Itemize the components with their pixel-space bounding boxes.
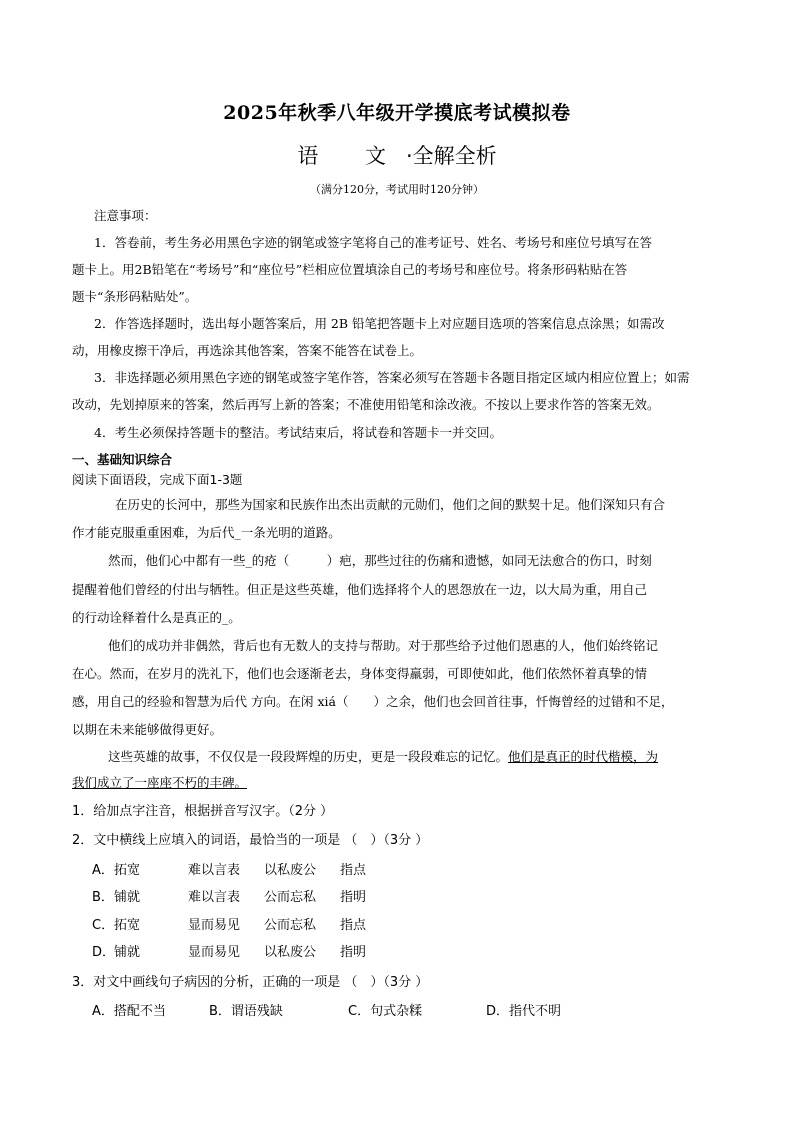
option-b: B．谓语残缺 bbox=[209, 1004, 283, 1019]
passage-line: 提醒着他们曾经的付出与牺牲。但正是这些英雄，他们选择将个人的恩怨放在一边，以大局为重，用自己 bbox=[72, 582, 648, 597]
notes-line: 题卡上。用2B铅笔在“考场号”和“座位号”栏相应位置填涂自己的考场号和座位号。将条形码粘贴在答 bbox=[72, 262, 628, 277]
notes-heading: 注意事项： bbox=[94, 208, 157, 223]
option-c: C．句式杂糅 bbox=[348, 1004, 423, 1019]
reading-instruction: 阅读下面语段，完成下面1-3题 bbox=[72, 472, 243, 487]
question-1: 1．给加点字注音，根据拼音写汉字。（2分 ） bbox=[72, 804, 334, 819]
underlined-sentence: 他们是真正的时代楷模，为 bbox=[508, 749, 659, 764]
notes-line: 题卡“条形码粘贴处”。 bbox=[72, 289, 198, 304]
question-3: 3．对文中画线句子病因的分析，正确的一项是 （ ）（3分 ） bbox=[72, 975, 429, 990]
passage-line bbox=[72, 773, 724, 791]
subject-label: 语 文 bbox=[297, 144, 406, 168]
passage-line: 作才能克服重重困难，为后代_一条光明的道路。 bbox=[72, 525, 341, 540]
passage-line: 他们的成功并非偶然，背后也有无数人的支持与帮助。对于那些给予过他们恩惠的人，他们始终铭记 bbox=[108, 638, 659, 653]
notes-line: 2．作答选择题时，选出每小题答案后，用 2B 铅笔把答题卡上对应题目选项的答案信息点涂黑；如需改 bbox=[94, 316, 665, 331]
option-a: A．搭配不当 bbox=[92, 1004, 166, 1019]
notes-line: 动，用橡皮擦干净后，再选涂其他答案，答案不能答在试卷上。 bbox=[72, 343, 423, 358]
passage-line bbox=[108, 747, 724, 765]
notes-line: 3．非选择题必须用黑色字迹的钢笔或签字笔作答，答案必须写在答题卡各题目指定区域内相应位置上；如需 bbox=[94, 370, 690, 385]
passage-line: 感，用自己的经验和智慧为后代 方向。在闲 xiá（ ）之余，他们也会回首往事，忏悔曾经的过错和不足， bbox=[72, 694, 674, 709]
passage-line: 在历史的长河中，那些为国家和民族作出杰出贡献的元勋们，他们之间的默契十足。他们深知只有合 bbox=[115, 497, 666, 512]
exam-info: （满分120分，考试用时120分钟） bbox=[310, 183, 484, 196]
notes-line: 改动，先划掉原来的答案，然后再写上新的答案；不准使用铅笔和涂改液。不按以上要求作答的答案无效。 bbox=[72, 397, 660, 412]
passage-line: 以期在未来能够做得更好。 bbox=[72, 722, 223, 737]
option-d: D．指代不明 bbox=[486, 1004, 562, 1019]
option-row: C．拓宽 显而易见 公而忘私 指点 bbox=[92, 918, 367, 933]
passage-line: 在心。然而，在岁月的洗礼下，他们也会逐渐老去，身体变得羸弱，可即使如此，他们依然怀着真挚的情 bbox=[72, 666, 648, 681]
passage-line: 的行动诠释着什么是真正的_。 bbox=[72, 610, 241, 625]
section-heading: 一、基础知识综合 bbox=[72, 452, 173, 467]
underlined-sentence: 我们成立了一座座不朽的丰碑。 bbox=[72, 775, 248, 790]
question-2: 2．文中横线上应填入的词语，最恰当的一项是 （ ）（3分 ） bbox=[72, 833, 429, 848]
option-row: A．拓宽 难以言表 以私废公 指点 bbox=[92, 863, 367, 878]
option-row: B．铺就 难以言表 公而忘私 指明 bbox=[92, 890, 367, 905]
subtitle-suffix: ·全解全析 bbox=[406, 144, 497, 168]
passage-line: 然而，他们心中都有一些_的疮（ ）疤，那些过往的伤痛和遗憾，如同无法愈合的伤口，时刻 bbox=[108, 553, 652, 568]
option-row: D．铺就 显而易见 以私废公 指明 bbox=[92, 945, 367, 960]
notes-line: 1．答卷前，考生务必用黑色字迹的钢笔或签字笔将自己的准考证号、姓名、考场号和座位号填写在答 bbox=[94, 235, 652, 250]
exam-title: 2025年秋季八年级开学摸底考试模拟卷 bbox=[223, 102, 571, 124]
exam-subtitle bbox=[0, 140, 794, 170]
passage-text: 这些英雄的故事，不仅仅是一段段辉煌的历史，更是一段段难忘的记忆。 bbox=[108, 749, 509, 764]
notes-line: 4．考生必须保持答题卡的整洁。考试结束后，将试卷和答题卡一并交回。 bbox=[94, 425, 502, 440]
